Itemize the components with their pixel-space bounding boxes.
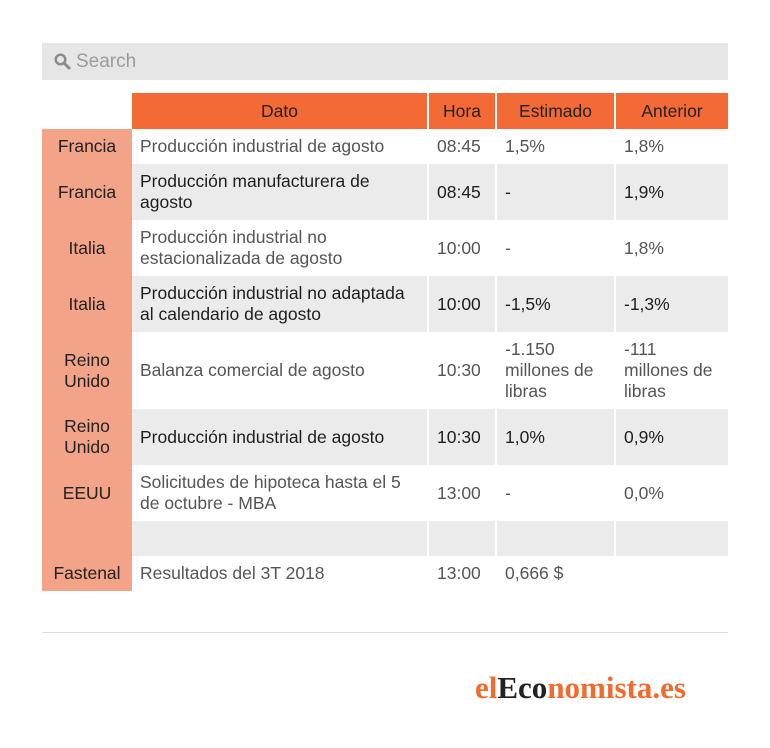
estimado-cell: -1.150 millones de libras bbox=[497, 332, 616, 409]
header-anterior: Anterior bbox=[616, 93, 728, 129]
search-icon bbox=[54, 53, 71, 70]
country-cell bbox=[42, 521, 132, 556]
dato-cell: Balanza comercial de agosto bbox=[132, 332, 429, 409]
hora-cell: 10:00 bbox=[429, 276, 497, 332]
hora-cell: 08:45 bbox=[429, 129, 497, 164]
table-row bbox=[42, 556, 728, 591]
estimado-cell: 0,666 $ bbox=[497, 556, 616, 591]
estimado-cell: -1,5% bbox=[497, 276, 616, 332]
header-estimado: Estimado bbox=[497, 93, 616, 129]
hora-cell: 13:00 bbox=[429, 556, 497, 591]
dato-cell: Producción industrial de agosto bbox=[132, 129, 429, 164]
table-row bbox=[42, 220, 728, 276]
anterior-cell bbox=[616, 556, 728, 591]
estimado-cell bbox=[497, 521, 616, 556]
country-cell: Reino Unido bbox=[42, 409, 132, 465]
anterior-cell: 0,0% bbox=[624, 482, 664, 503]
country-cell: Fastenal bbox=[42, 556, 132, 591]
dato-cell: Resultados del 3T 2018 bbox=[132, 556, 429, 591]
search-bar bbox=[42, 43, 728, 80]
search-input[interactable] bbox=[76, 43, 716, 80]
estimado-cell: 1,5% bbox=[497, 129, 616, 164]
estimado-cell: - bbox=[497, 465, 616, 521]
hora-cell bbox=[429, 521, 497, 556]
anterior-cell: 1,8% bbox=[624, 136, 664, 156]
header-blank bbox=[42, 93, 132, 129]
logo-part-eco: Eco bbox=[497, 670, 548, 705]
country-cell: EEUU bbox=[42, 465, 132, 521]
divider bbox=[42, 632, 728, 633]
table-row bbox=[42, 409, 728, 465]
table-row bbox=[42, 276, 728, 332]
economic-calendar-table bbox=[42, 93, 728, 591]
anterior-cell: 0,9% bbox=[616, 409, 728, 465]
country-cell: Francia bbox=[42, 129, 132, 164]
header-hora: Hora bbox=[429, 93, 497, 129]
dato-cell: Producción industrial no estacionalizada de agosto bbox=[132, 220, 429, 276]
country-cell: Italia bbox=[42, 220, 132, 276]
logo-part-el: el bbox=[475, 670, 498, 705]
anterior-cell: 1,8% bbox=[624, 237, 664, 258]
anterior-cell: -111 millones de libras bbox=[624, 339, 713, 401]
hora-cell: 13:00 bbox=[429, 465, 497, 521]
hora-cell: 08:45 bbox=[429, 164, 497, 220]
header-dato: Dato bbox=[132, 93, 429, 129]
country-cell: Italia bbox=[42, 276, 132, 332]
dato-cell: Solicitudes de hipoteca hasta el 5 de octubre - MBA bbox=[132, 465, 429, 521]
hora-cell: 10:30 bbox=[429, 409, 497, 465]
dato-cell: Producción industrial de agosto bbox=[132, 409, 429, 465]
dato-cell bbox=[132, 521, 429, 556]
hora-cell: 10:00 bbox=[429, 220, 497, 276]
table-row bbox=[42, 164, 728, 220]
table-row bbox=[42, 332, 728, 409]
anterior-cell: 1,9% bbox=[616, 164, 728, 220]
anterior-cell: -1,3% bbox=[616, 276, 728, 332]
table-header-row bbox=[42, 93, 728, 129]
estimado-cell: - bbox=[497, 164, 616, 220]
table-row bbox=[42, 465, 728, 521]
country-cell: Francia bbox=[42, 164, 132, 220]
anterior-cell bbox=[616, 521, 728, 556]
country-cell: Reino Unido bbox=[42, 332, 132, 409]
logo-part-nomista: nomista.es bbox=[547, 670, 686, 705]
table-row bbox=[42, 521, 728, 556]
dato-cell: Producción manufacturera de agosto bbox=[132, 164, 429, 220]
hora-cell: 10:30 bbox=[429, 332, 497, 409]
table-row bbox=[42, 129, 728, 164]
estimado-cell: 1,0% bbox=[497, 409, 616, 465]
estimado-cell: - bbox=[497, 220, 616, 276]
dato-cell: Producción industrial no adaptada al calendario de agosto bbox=[132, 276, 429, 332]
eleconomista-logo[interactable] bbox=[475, 670, 686, 706]
